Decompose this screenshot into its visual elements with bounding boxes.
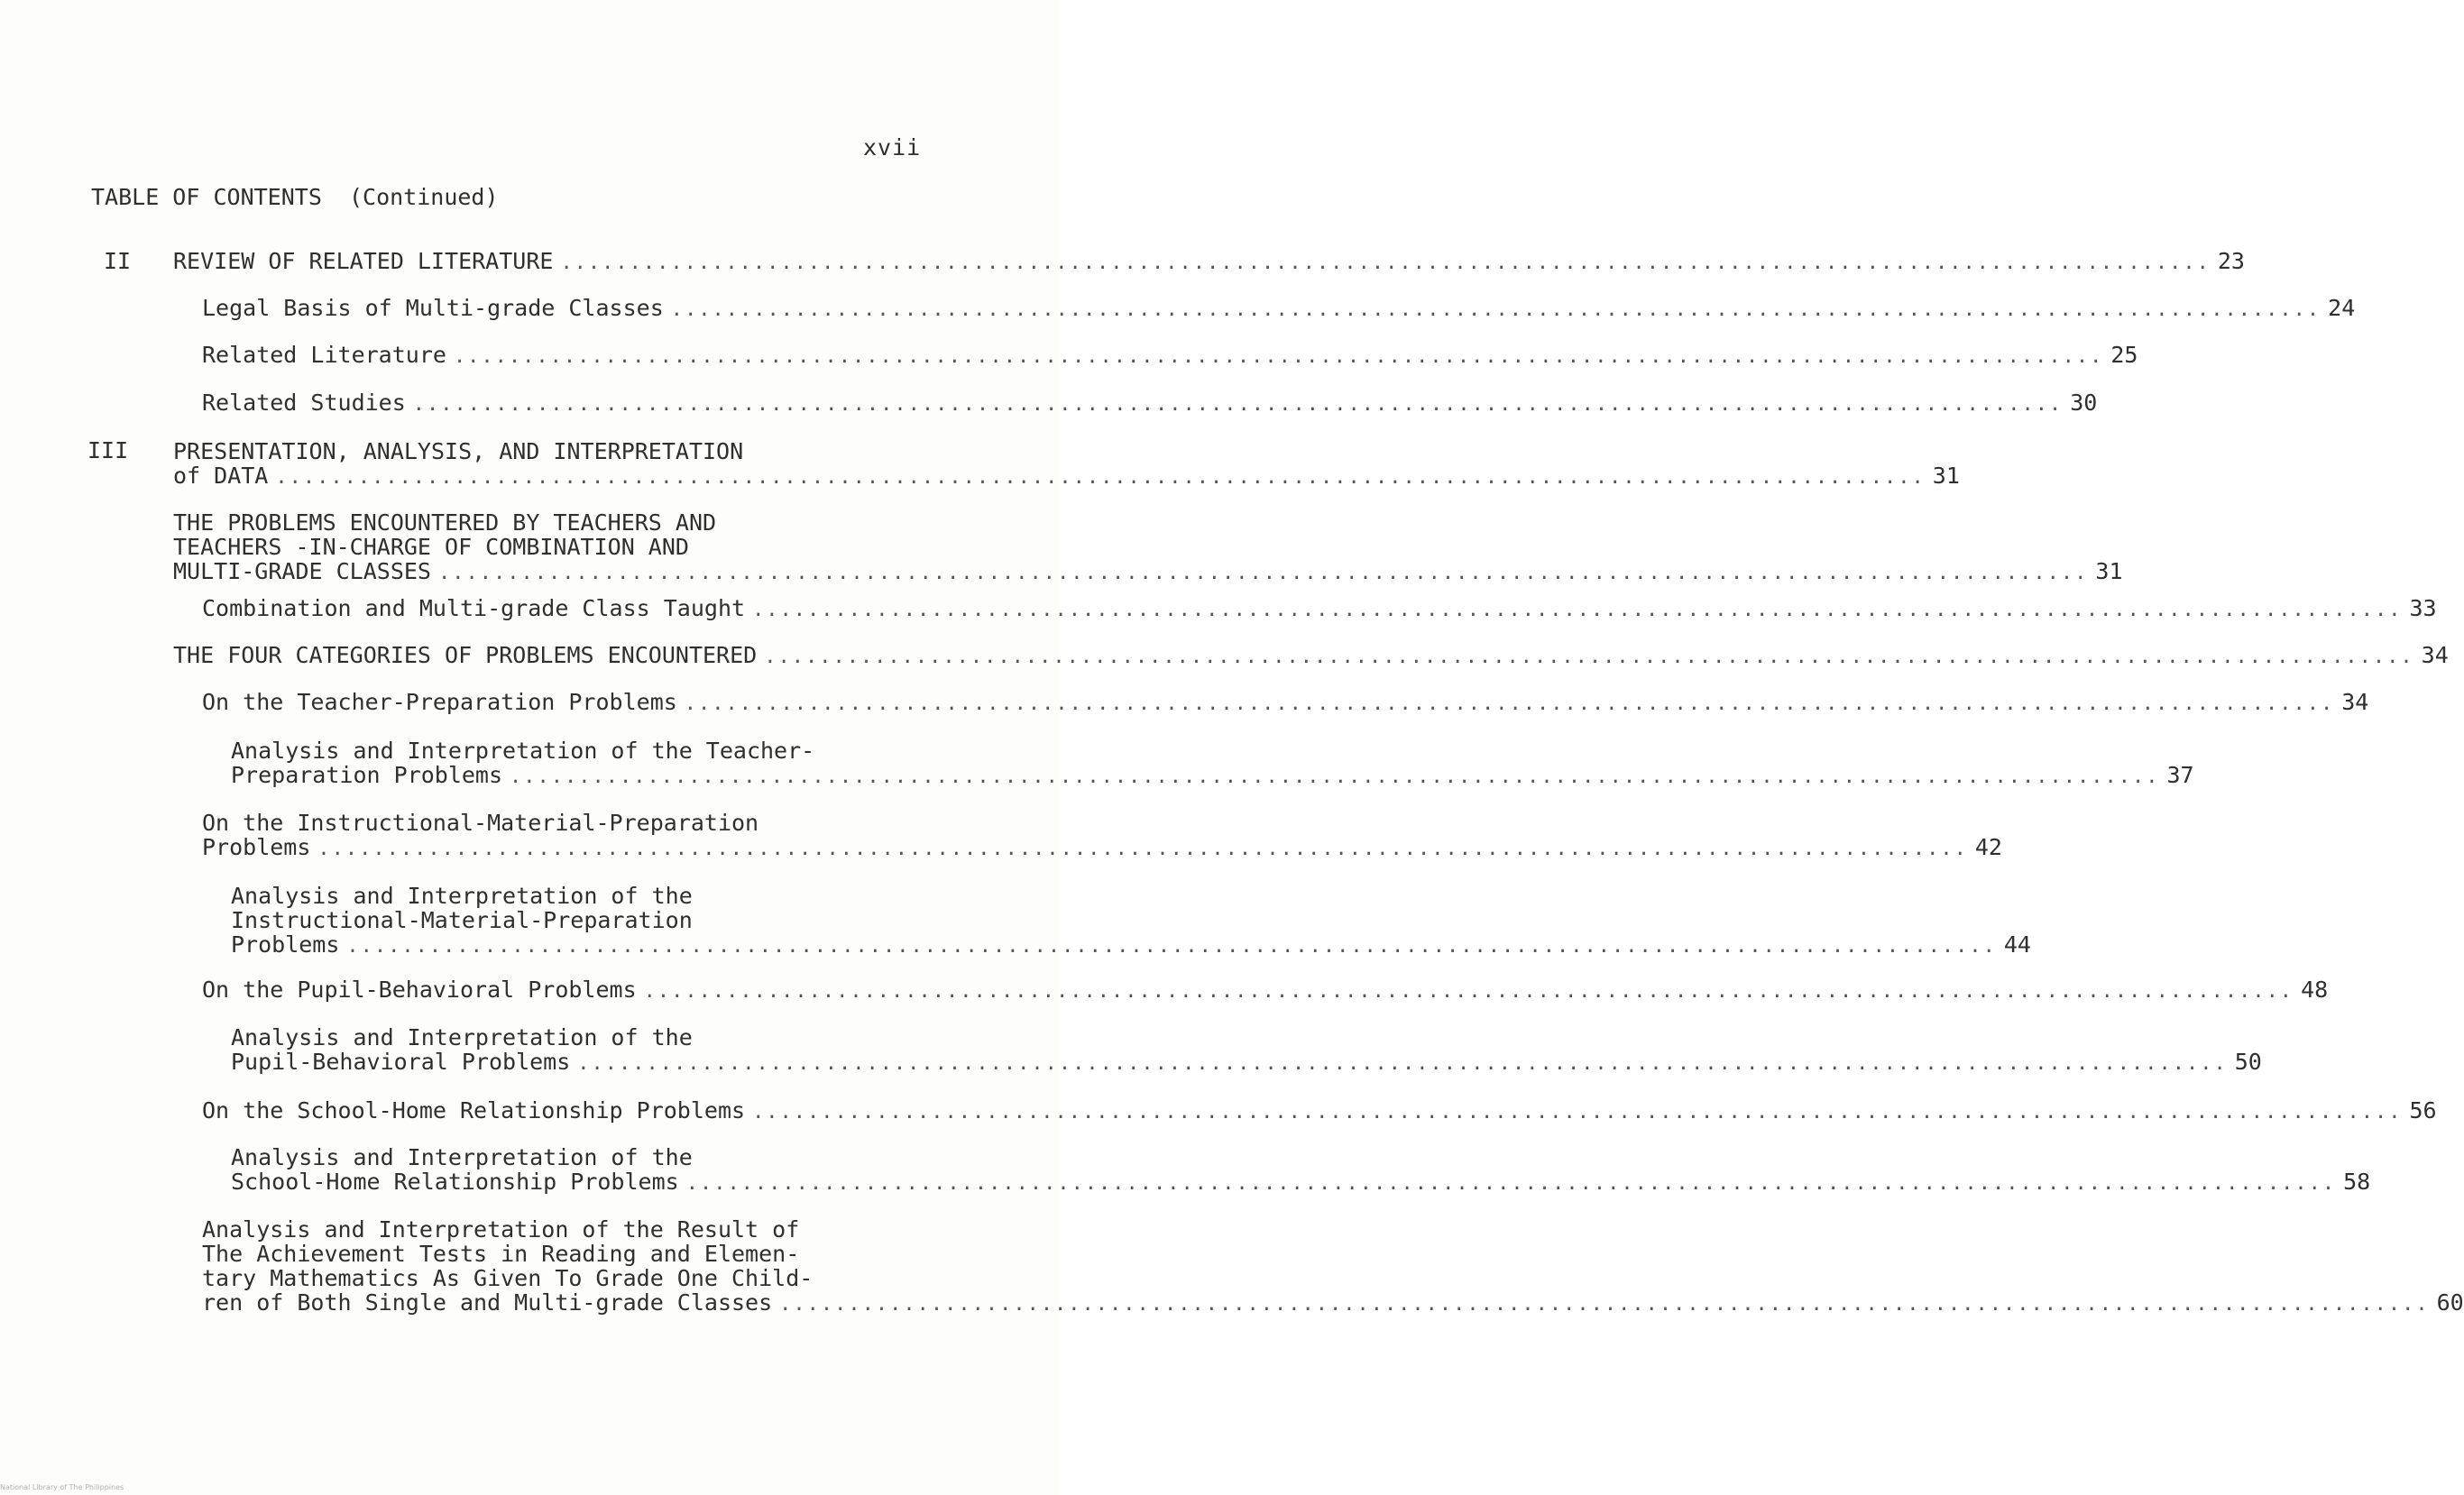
- toc-entry-title-line: Pupil-Behavioral Problems: [231, 1049, 571, 1075]
- toc-page-number: 25: [2110, 342, 2138, 368]
- toc-entry-title-line: Preparation Problems: [231, 762, 503, 788]
- toc-entry-title-line: On the Teacher-Preparation Problems: [202, 689, 677, 715]
- toc-entry-title-line: Problems: [231, 931, 340, 958]
- toc-entry: [202, 810, 2002, 861]
- dot-leader: ........................................................................................................................: [670, 298, 2321, 321]
- toc-entry-title-line: Legal Basis of Multi-grade Classes: [202, 295, 664, 321]
- toc-entry: [202, 295, 2356, 322]
- toc-entry-title-line: THE PROBLEMS ENCOUNTERED BY TEACHERS AND: [173, 509, 717, 536]
- toc-page-number: 33: [2409, 595, 2437, 621]
- toc-page-number: 42: [1974, 834, 2002, 860]
- toc-entry: [231, 1024, 2262, 1076]
- dot-leader: ........................................................................................................................: [779, 1293, 2430, 1316]
- page-number: xvii: [863, 134, 922, 161]
- chapter-numeral: II: [104, 248, 132, 274]
- toc-entry-title-line: Combination and Multi-grade Class Taught: [202, 595, 746, 621]
- dot-leader: ........................................................................................................................: [764, 646, 2414, 668]
- dot-leader: ........................................................................................................................: [684, 692, 2335, 715]
- dot-leader: ........................................................................................................................: [437, 562, 2089, 584]
- toc-entry-title-line: Related Studies: [202, 390, 406, 416]
- toc-entry-title-line: ren of Both Single and Multi-grade Classes: [202, 1289, 773, 1316]
- toc-entry: [202, 1097, 2437, 1124]
- toc-page-number: 34: [2341, 689, 2369, 715]
- toc-entry-title-line: Analysis and Interpretation of the Teacher-: [231, 738, 815, 764]
- toc-entry-title-line: THE FOUR CATEGORIES OF PROBLEMS ENCOUNTERED: [173, 642, 758, 668]
- toc-entry: [202, 595, 2437, 622]
- toc-entry-title-line: On the Instructional-Material-Preparation: [202, 810, 759, 836]
- toc-page-number: 60: [2436, 1289, 2464, 1316]
- toc-entry: [231, 1144, 2371, 1196]
- toc-page-number: 48: [2301, 977, 2329, 1003]
- toc-heading: TABLE OF CONTENTS (Continued): [91, 184, 499, 210]
- toc-page-number: 23: [2217, 248, 2245, 274]
- toc-page-number: 58: [2343, 1169, 2371, 1195]
- toc-entry: [202, 689, 2369, 716]
- chapter-numeral: III: [87, 437, 129, 463]
- toc-entry-title-line: REVIEW OF RELATED LITERATURE: [173, 248, 554, 274]
- toc-entry: [202, 342, 2138, 369]
- toc-entry-title-line: MULTI-GRADE CLASSES: [173, 558, 431, 584]
- toc-entry-title-line: Analysis and Interpretation of the Result of: [202, 1216, 800, 1243]
- toc-entry: [231, 883, 2031, 958]
- dot-leader: ........................................................................................................................: [412, 393, 2064, 416]
- toc-entry-title-line: Analysis and Interpretation of the: [231, 1024, 693, 1050]
- toc-page-number: 50: [2234, 1049, 2262, 1075]
- toc-entry-title-line: PRESENTATION, ANALYSIS, AND INTERPRETATION: [173, 438, 744, 464]
- toc-entry-title-line: TEACHERS -IN-CHARGE OF COMBINATION AND: [173, 534, 689, 560]
- toc-page-number: 44: [2003, 931, 2031, 958]
- toc-page-number: 31: [1932, 463, 1960, 489]
- toc-entry: [202, 1216, 2464, 1316]
- toc-page-number: 37: [2166, 762, 2194, 788]
- dot-leader: ........................................................................................................................: [510, 766, 2160, 788]
- dot-leader: ........................................................................................................................: [275, 466, 1926, 489]
- toc-entry-title-line: of DATA: [173, 463, 269, 489]
- toc-page-number: 56: [2409, 1097, 2437, 1124]
- toc-entry-title-line: Analysis and Interpretation of the: [231, 883, 693, 909]
- toc-entry-title-line: Related Literature: [202, 342, 446, 368]
- toc-entry-title-line: School-Home Relationship Problems: [231, 1169, 679, 1195]
- toc-page-number: 34: [2421, 642, 2449, 668]
- toc-entry: [202, 977, 2329, 1004]
- toc-entry: [173, 642, 2449, 669]
- toc-entry-title-line: tary Mathematics As Given To Grade One Child-: [202, 1265, 814, 1291]
- dot-leader: ........................................................................................................................: [752, 1101, 2403, 1124]
- toc-entry-title-line: Analysis and Interpretation of the: [231, 1144, 693, 1170]
- toc-entry-title-line: On the Pupil-Behavioral Problems: [202, 977, 637, 1003]
- dot-leader: ........................................................................................................................: [685, 1172, 2337, 1195]
- dot-leader: ........................................................................................................................: [560, 252, 2211, 274]
- library-footer: National Library of The Philippines: [0, 1483, 124, 1491]
- toc-entry-title-line: Instructional-Material-Preparation: [231, 907, 693, 933]
- dot-leader: ........................................................................................................................: [577, 1052, 2228, 1075]
- toc-entry: [202, 390, 2098, 417]
- toc-page-number: 30: [2070, 390, 2098, 416]
- toc-entry: [173, 438, 1960, 490]
- dot-leader: ........................................................................................................................: [317, 838, 1968, 860]
- dot-leader: ........................................................................................................................: [643, 980, 2294, 1003]
- dot-leader: ........................................................................................................................: [346, 935, 1997, 958]
- dot-leader: ........................................................................................................................: [453, 345, 2104, 368]
- toc-entry-title-line: Problems: [202, 834, 311, 860]
- toc-entry-title-line: On the School-Home Relationship Problems: [202, 1097, 746, 1124]
- toc-entry: [231, 738, 2194, 789]
- toc-entry-title-line: The Achievement Tests in Reading and Elemen-: [202, 1241, 800, 1267]
- toc-page-number: 24: [2328, 295, 2356, 321]
- toc-entry: [173, 509, 2123, 585]
- toc-entry: [173, 248, 2245, 275]
- toc-page-number: 31: [2095, 558, 2123, 584]
- dot-leader: ........................................................................................................................: [752, 599, 2403, 621]
